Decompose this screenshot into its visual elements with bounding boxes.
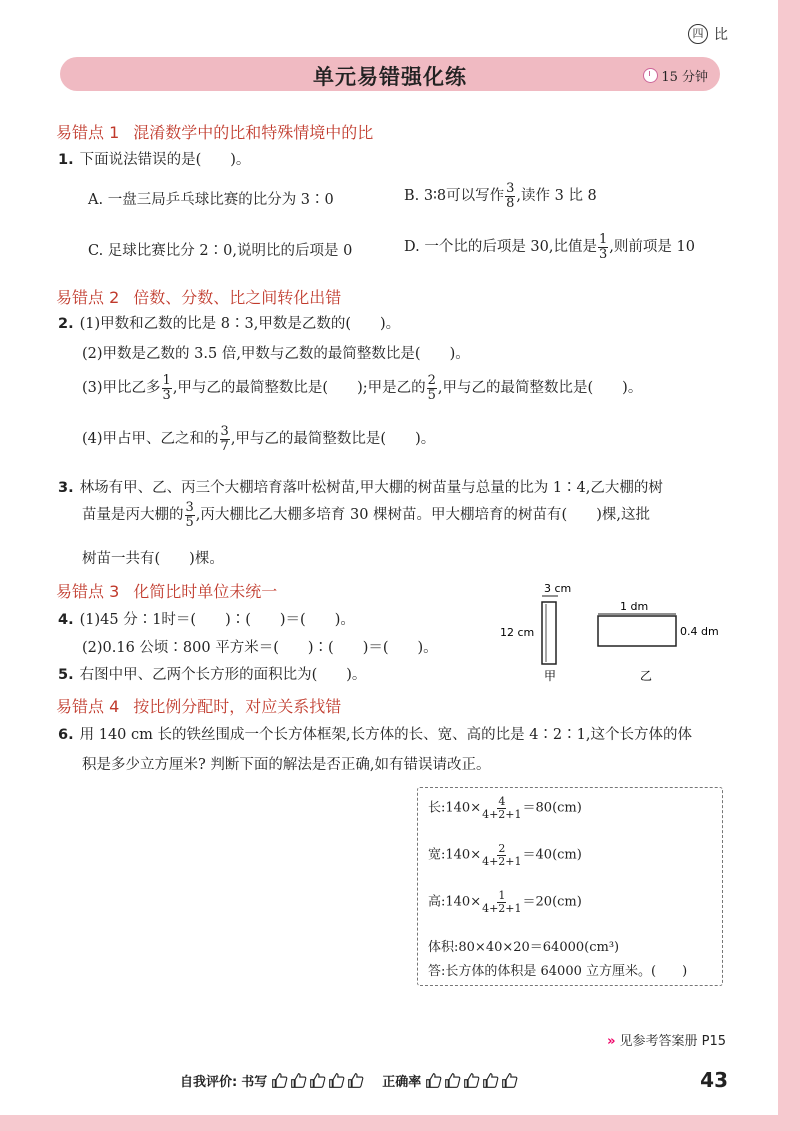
page-number: 43 (700, 1068, 728, 1092)
solution-box (417, 787, 723, 986)
thumbs-up-icon[interactable] (444, 1072, 461, 1089)
solution-answer: 答:长方体的体积是 64000 立方厘米。( ) (428, 964, 688, 979)
q4-part-2: (2)0.16 公顷∶800 平方米＝( )∶( )＝( )。 (82, 640, 438, 656)
page-edge-right (778, 0, 800, 1131)
solution-width: 宽:140× $\frac{2}{4+2+1}$ ＝40(cm) (428, 842, 582, 868)
thumbs-up-icon[interactable] (347, 1072, 364, 1089)
q2-part-1: 2. (1)甲数和乙数的比是 8∶3,甲数是乙数的( )。 (58, 316, 401, 332)
rectangle-jia (542, 602, 556, 664)
rectangle-yi (598, 616, 676, 646)
timer (643, 66, 708, 85)
page-edge-bottom (0, 1115, 800, 1131)
thumbs-up-icon[interactable] (425, 1072, 442, 1089)
q1-option-a: A. 一盘三局乒乓球比赛的比分为 3∶0 (88, 192, 334, 208)
q3-line-3: 树苗一共有( )棵。 (82, 551, 224, 567)
yi-width-label: 1 dm (620, 600, 649, 613)
page-title: 单元易错强化练 (313, 65, 467, 89)
q1-option-b: B. 3∶8可以写作 $\frac{3}{8}$ ,读作 3 比 8 (404, 181, 597, 211)
thumbs-up-icon[interactable] (463, 1072, 480, 1089)
self-evaluation: 自我评价: 书写 正确率 (180, 1071, 536, 1090)
timer-text: 15 分钟 (661, 70, 708, 85)
q1-option-d: D. 一个比的后项是 30,比值是 $\frac{1}{3}$ ,则前项是 10 (404, 232, 695, 262)
rectangles-figure (500, 580, 730, 690)
chapter-number: 四 (688, 24, 708, 44)
chapter-label (688, 24, 728, 44)
q3-line-2: 苗量是丙大棚的 $\frac{3}{5}$ ,丙大棚比乙大棚多培育 30 棵树苗。甲大棚培育的树苗有( )棵,这批 (82, 500, 650, 530)
thumbs-up-icon[interactable] (482, 1072, 499, 1089)
title-banner (60, 57, 720, 91)
solution-height: 高:140× $\frac{1}{4+2+1}$ ＝20(cm) (428, 889, 582, 915)
writing-rating[interactable] (271, 1072, 364, 1089)
thumbs-up-icon[interactable] (309, 1072, 326, 1089)
thumbs-up-icon[interactable] (501, 1072, 518, 1089)
section-heading-2: 易错点 2 倍数、分数、比之间转化出错 (56, 288, 342, 307)
solution-volume: 体积:80×40×20＝64000(cm³) (428, 940, 620, 955)
thumbs-up-icon[interactable] (328, 1072, 345, 1089)
thumbs-up-icon[interactable] (271, 1072, 288, 1089)
section-heading-3: 易错点 3 化简比时单位未统一 (56, 582, 278, 601)
chapter-name: 比 (714, 27, 728, 43)
clock-icon (643, 68, 658, 83)
q2-part-2: (2)甲数是乙数的 3.5 倍,甲数与乙数的最简整数比是( )。 (82, 346, 470, 362)
q2-part-4: (4)甲占甲、乙之和的 $\frac{3}{7}$ ,甲与乙的最简整数比是( )。 (82, 424, 436, 454)
q1-stem: 1. 下面说法错误的是( )。 (58, 152, 251, 168)
answer-reference: » 见参考答案册 P15 (607, 1034, 726, 1049)
q3-line-1: 3. 林场有甲、乙、丙三个大棚培育落叶松树苗,甲大棚的树苗量与总量的比为 1∶4,乙大棚的树 (58, 480, 663, 496)
double-chevron-icon: » (607, 1034, 616, 1049)
thumbs-up-icon[interactable] (290, 1072, 307, 1089)
q5-text: 5. 右图中甲、乙两个长方形的面积比为( )。 (58, 667, 367, 683)
jia-width-label: 3 cm (544, 582, 572, 595)
q6-line-1: 6. 用 140 cm 长的铁丝围成一个长方体框架,长方体的长、宽、高的比是 4∶2∶1,这个长方体的体 (58, 727, 692, 743)
q4-part-1: 4. (1)45 分∶1时＝( )∶( )＝( )。 (58, 612, 355, 628)
yi-label: 乙 (640, 669, 653, 683)
q2-part-3: (3)甲比乙多 $\frac{1}{3}$ ,甲与乙的最简整数比是( );甲是乙的 $\frac{2}{5}$ ,甲与乙的最简整数比是( )。 (82, 373, 643, 403)
accuracy-rating[interactable] (425, 1072, 518, 1089)
jia-label: 甲 (544, 669, 557, 683)
section-heading-1: 易错点 1 混淆数学中的比和特殊情境中的比 (56, 123, 374, 142)
jia-height-label: 12 cm (500, 626, 535, 639)
q6-line-2: 积是多少立方厘米? 判断下面的解法是否正确,如有错误请改正。 (82, 757, 491, 773)
yi-height-label: 0.4 dm (680, 625, 719, 638)
solution-length: 长:140× $\frac{4}{4+2+1}$ ＝80(cm) (428, 795, 582, 821)
q1-option-c: C. 足球比赛比分 2∶0,说明比的后项是 0 (88, 243, 353, 259)
section-heading-4: 易错点 4 按比例分配时，对应关系找错 (56, 697, 342, 716)
